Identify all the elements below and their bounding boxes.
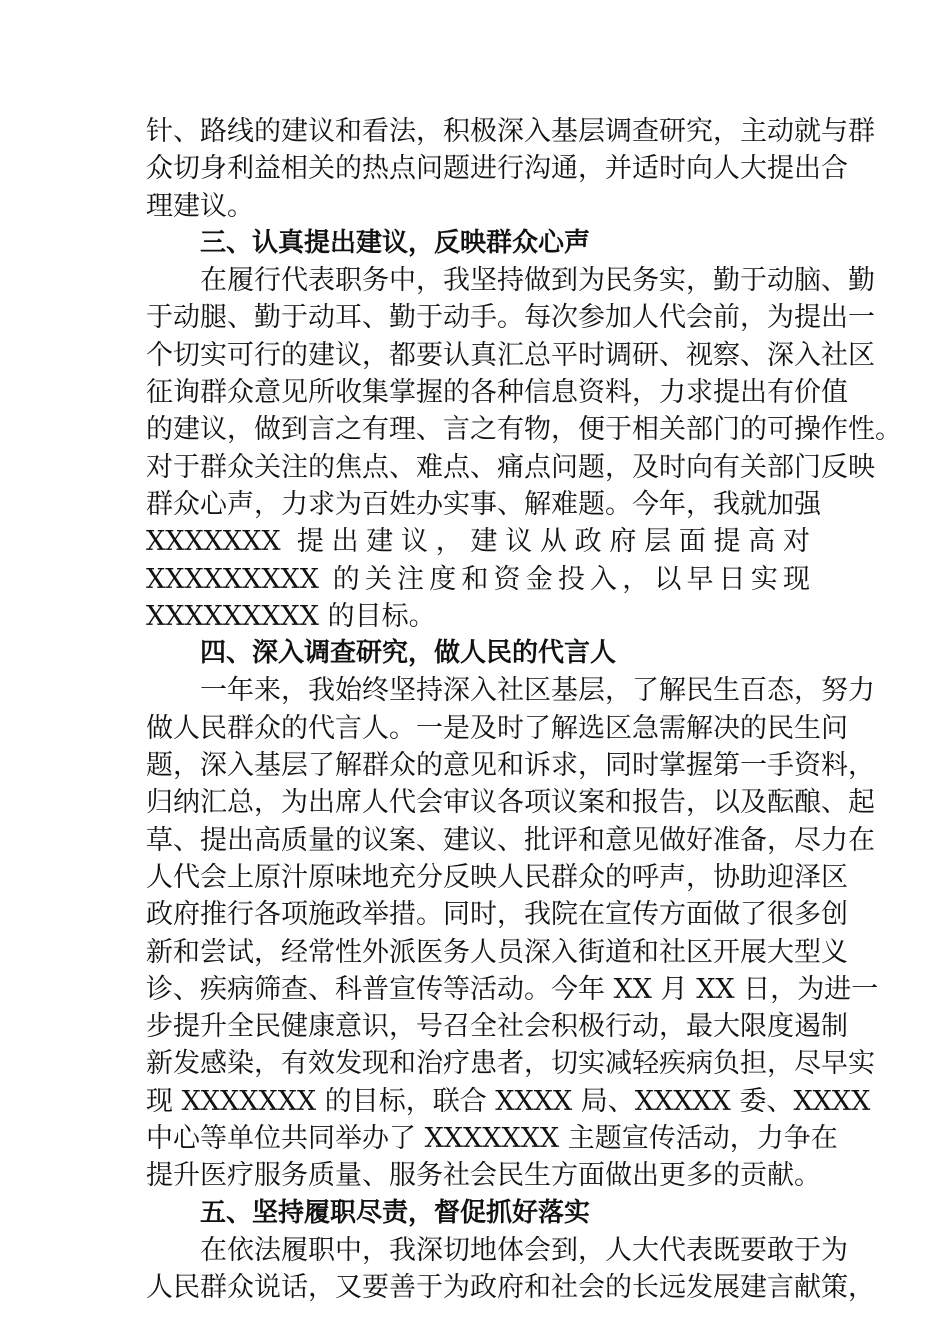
text-line: 在依法履职中，我深切地体会到，人大代表既要敢于为 — [200, 1234, 848, 1266]
text-line: 个切实可行的建议，都要认真汇总平时调研、视察、深入社区 — [146, 339, 875, 371]
text-line: 征询群众意见所收集掌握的各种信息资料，力求提出有价值 — [146, 377, 848, 409]
text-line: 理建议。 — [146, 190, 254, 222]
section-heading-4: 四、深入调查研究，做人民的代言人 — [200, 638, 617, 669]
text-line: 针、路线的建议和看法，积极深入基层调查研究，主动就与群 — [146, 116, 875, 147]
text-line: 诊、疾病筛查、科普宣传等活动。今年 XX 月 XX 日，为进一 — [146, 973, 879, 1005]
text-line: 群众心声，力求为百姓办实事、解难题。今年，我就加强 — [146, 488, 821, 520]
text-line: 人代会上原汁原味地充分反映人民群众的呼声，协助迎泽区 — [146, 861, 848, 893]
paragraph-section-5 — [146, 1232, 875, 1307]
text-line: 草、提出高质量的议案、建议、批评和意见做好准备，尽力在 — [146, 824, 875, 856]
paragraph-intro — [146, 113, 875, 225]
text-line: 政府推行各项施政举措。同时，我院在宣传方面做了很多创 — [146, 899, 848, 931]
text-line: XXXXXXXXX 的目标。 — [146, 600, 436, 632]
text-line: 新和尝试，经常性外派医务人员深入街道和社区开展大型义 — [146, 936, 848, 968]
text-line: XXXXXXX 提出建议，建议从政府层面提高对 — [146, 526, 810, 558]
text-line: 人民群众说话，又要善于为政府和社会的长远发展建言献策， — [146, 1272, 875, 1304]
text-line: 题，深入基层了解群众的意见和诉求，同时掌握第一手资料， — [146, 750, 875, 782]
text-line: 于动腿、勤于动耳、勤于动手。每次参加人代会前，为提出一 — [146, 302, 875, 334]
text-line: 对于群众关注的焦点、难点、痛点问题，及时向有关部门反映 — [146, 451, 875, 483]
text-line: 归纳汇总，为出席人代会审议各项议案和报告，以及酝酿、起 — [146, 787, 875, 819]
document-page — [146, 113, 902, 1307]
text-line: XXXXXXXXX 的关注度和资金投入，以早日实现 — [146, 563, 810, 595]
text-line: 的建议，做到言之有理、言之有物，便于相关部门的可操作性。 — [146, 414, 902, 446]
text-line: 新发感染，有效发现和治疗患者，切实减轻疾病负担，尽早实 — [146, 1048, 875, 1080]
paragraph-section-4 — [146, 672, 879, 1194]
text-line: 一年来，我始终坚持深入社区基层，了解民生百态，努力 — [200, 675, 875, 707]
text-line: 步提升全民健康意识，号召全社会积极行动，最大限度遏制 — [146, 1011, 848, 1043]
text-line: 在履行代表职务中，我坚持做到为民务实，勤于动脑、勤 — [200, 265, 875, 297]
text-line: 做人民群众的代言人。一是及时了解选区急需解决的民生问 — [146, 712, 848, 744]
text-line: 现 XXXXXXX 的目标，联合 XXXX 局、XXXXX 委、XXXX — [146, 1085, 871, 1117]
section-heading-5: 五、坚持履职尽责，督促抓好落实 — [200, 1197, 591, 1228]
section-heading-3: 三、认真提出建议，反映群众心声 — [200, 227, 591, 258]
paragraph-section-3 — [146, 262, 902, 635]
text-line: 中心等单位共同举办了 XXXXXXX 主题宣传活动，力争在 — [146, 1123, 838, 1155]
text-line: 提升医疗服务质量、服务社会民生方面做出更多的贡献。 — [146, 1160, 821, 1192]
text-line: 众切身利益相关的热点问题进行沟通，并适时向人大提出合 — [146, 153, 848, 185]
